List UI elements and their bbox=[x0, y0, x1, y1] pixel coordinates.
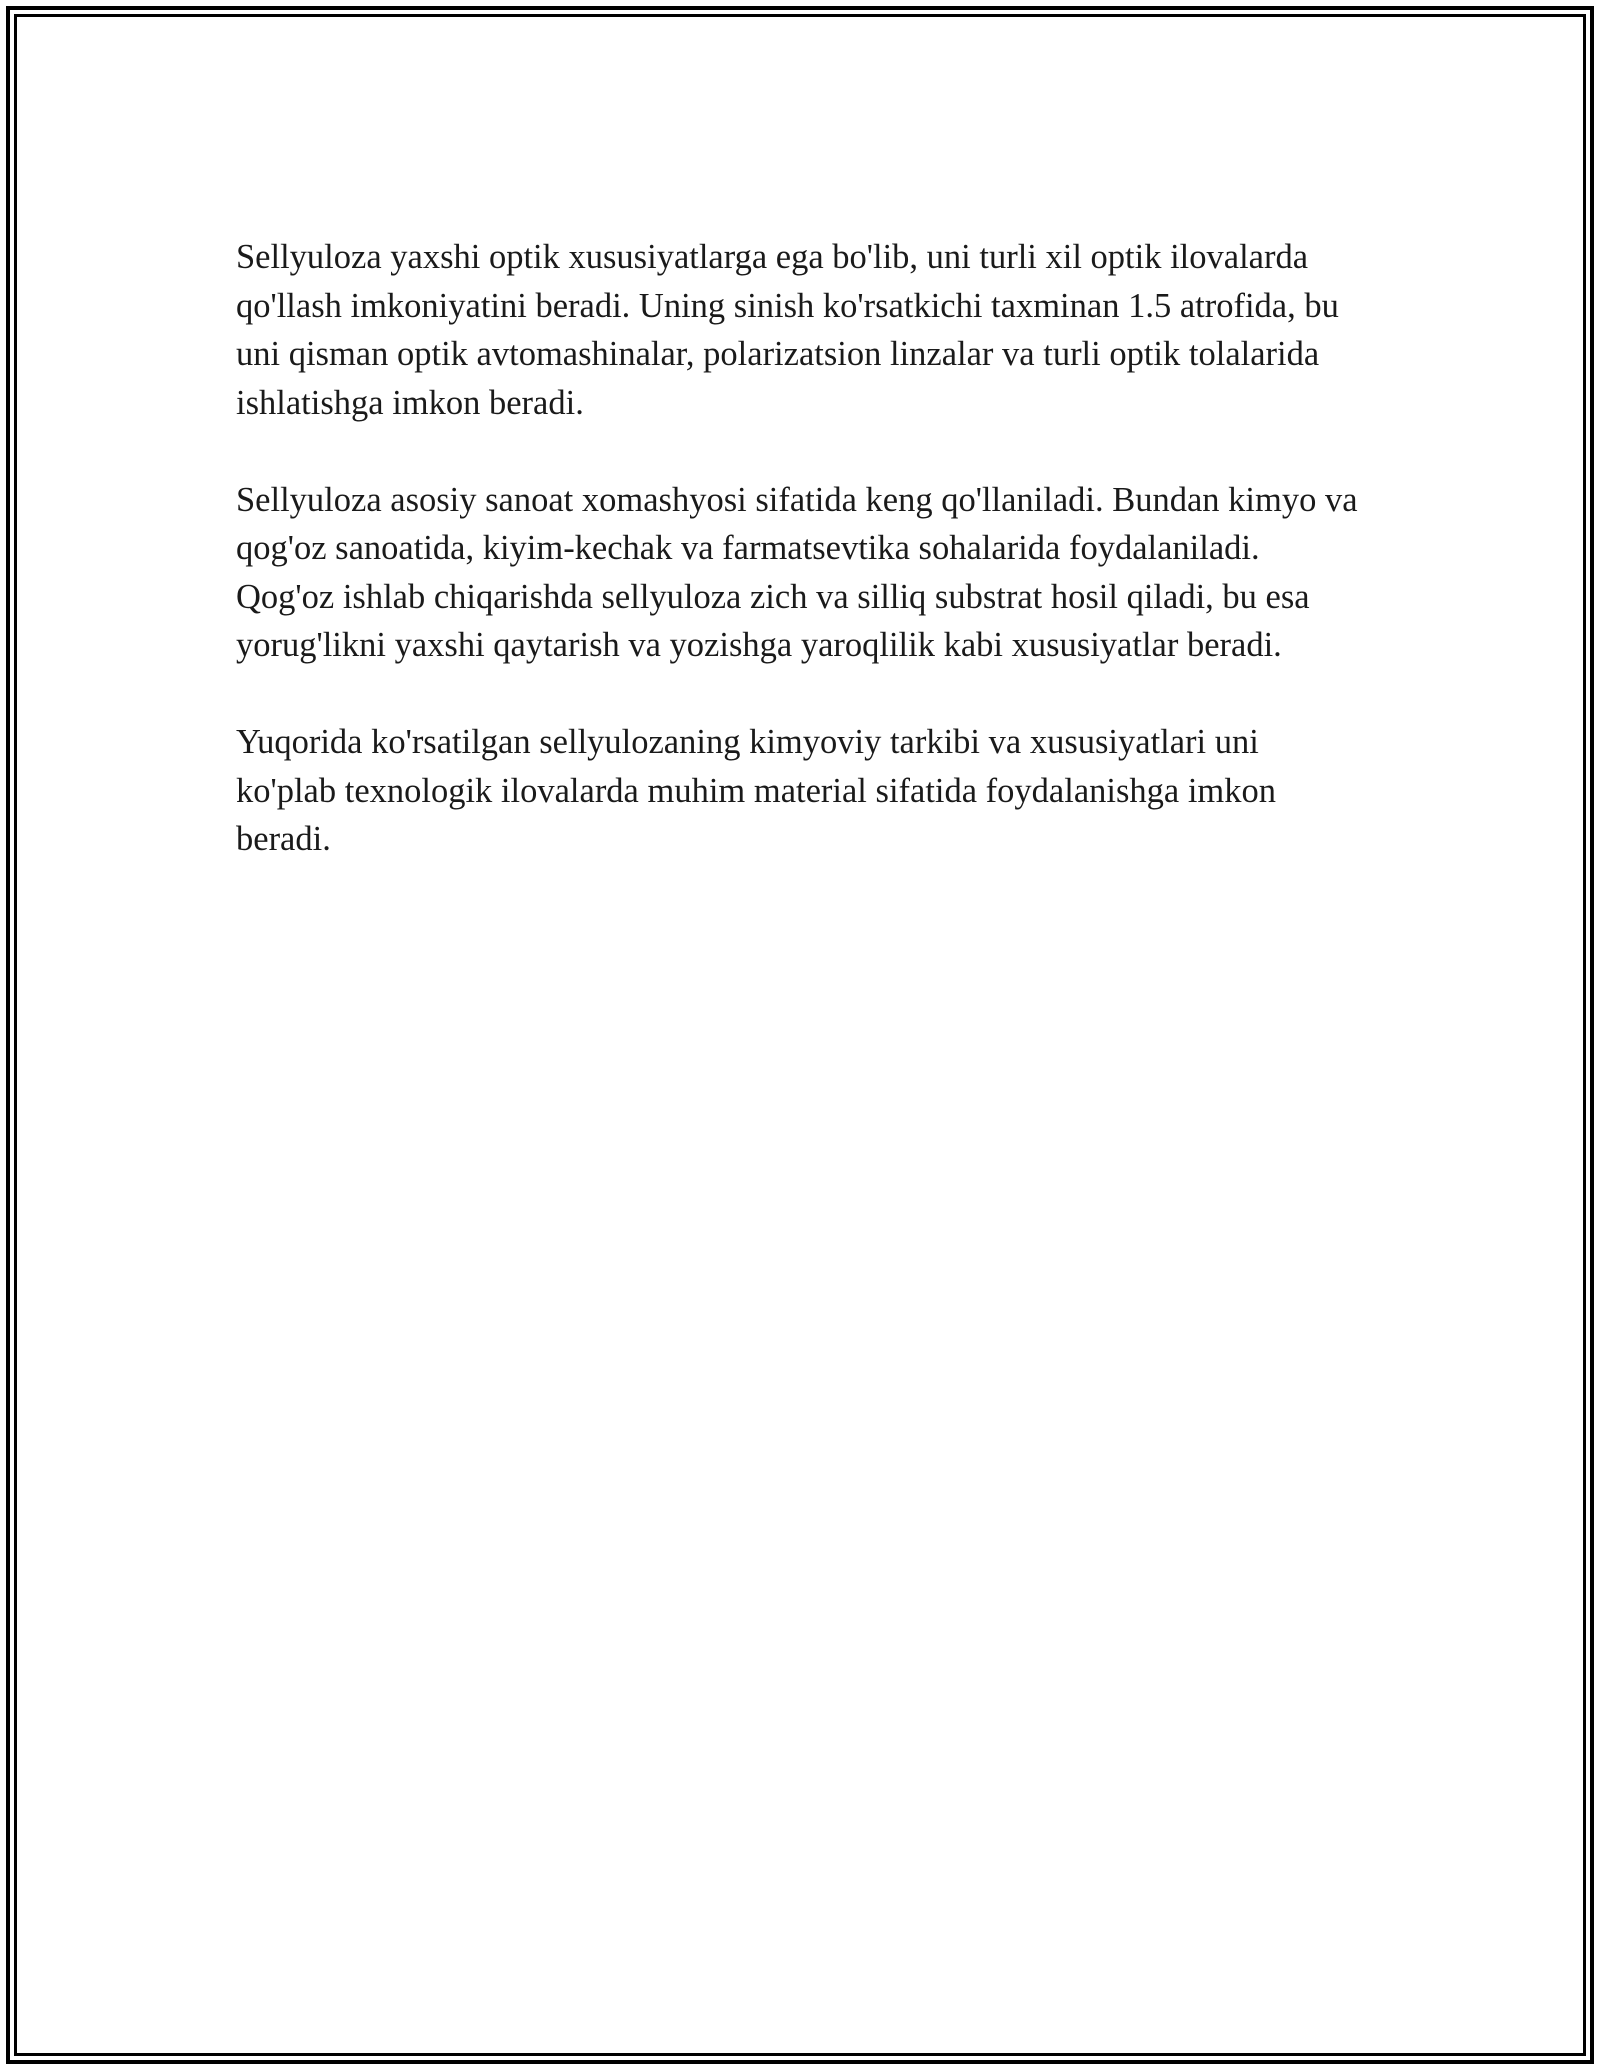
paragraph-conclusion: Yuqorida ko'rsatilgan sellyulozaning kimyoviy tarkibi va xususiyatlari uni ko'plab texnologik ilovalarda muhim material sifatida foydalanishga imkon beradi. bbox=[236, 723, 1277, 858]
document-body bbox=[236, 233, 1366, 912]
paragraph-industrial-use: Sellyuloza asosiy sanoat xomashyosi sifatida keng qo'llaniladi. Bundan kimyo va qog'oz sanoatida, kiyim-kechak va farmatsevtika sohalarida foydalaniladi. Qog'oz ishlab chiqarishda sellyuloza zich va silliq substrat hosil qiladi, bu esa yorug'likni yaxshi qaytarish va yozishga yaroqlilik kabi xususiyatlar beradi. bbox=[236, 480, 1358, 664]
paragraph-optical-properties: Sellyuloza yaxshi optik xususiyatlarga ega bo'lib, uni turli xil optik ilovalarda qo'llash imkoniyatini beradi. Uning sinish ko'rsatkichi taxminan 1.5 atrofida, bu uni qisman optik avtomashinalar, polarizatsion linzalar va turli optik tolalarida ishlatishga imkon beradi. bbox=[236, 238, 1339, 422]
